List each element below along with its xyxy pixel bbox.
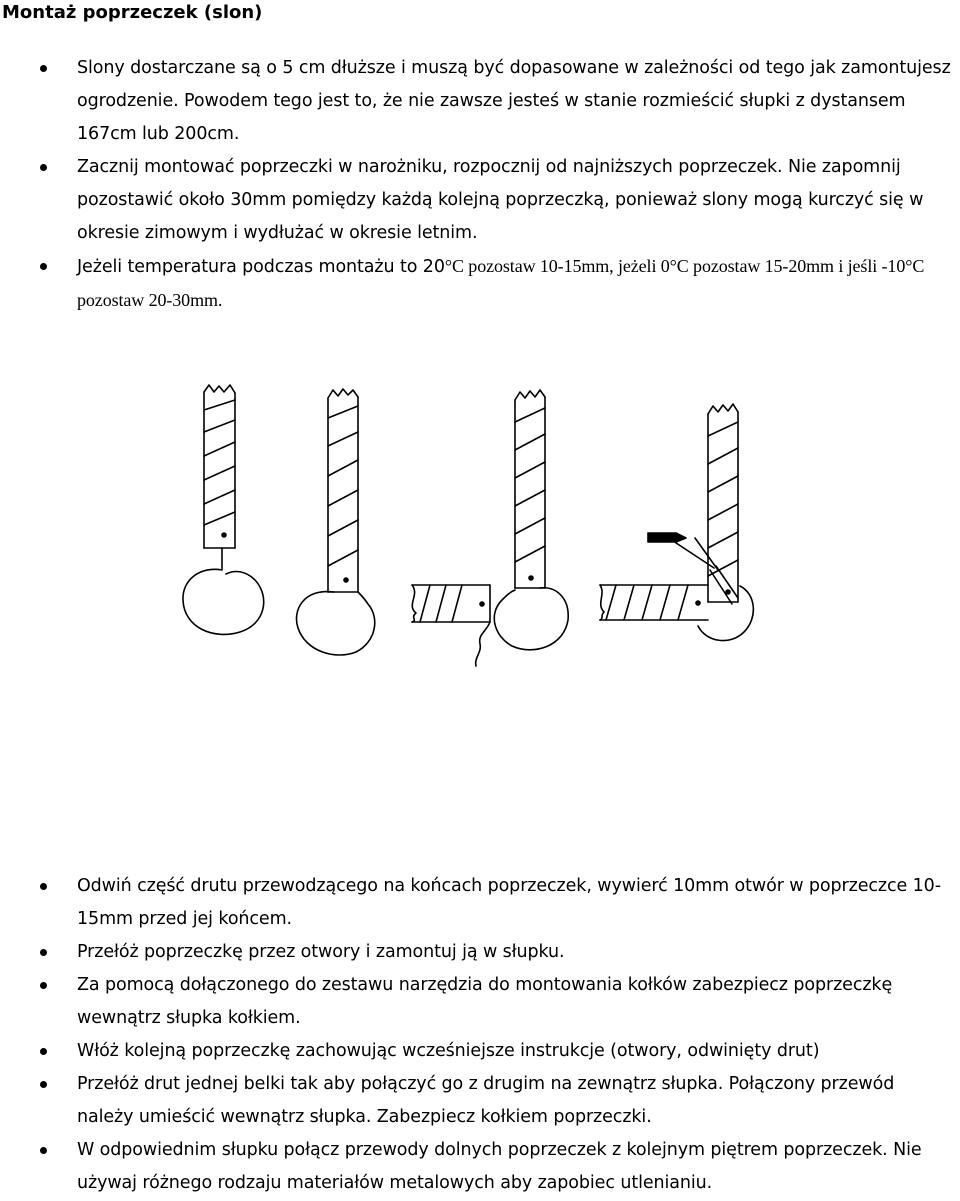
- list-item: [0, 870, 960, 936]
- list-item-text: Włóż kolejną poprzeczkę zachowując wcześniejsze instrukcje (otwory, odwinięty drut): [77, 1041, 820, 1061]
- bullet-icon: [40, 1147, 47, 1154]
- list-item-text: Przełóż poprzeczkę przez otwory i zamontuj ją w słupku.: [77, 942, 565, 962]
- bullet-icon: [40, 883, 47, 890]
- list-item-text: Slony dostarczane są o 5 cm dłuższe i muszą być dopasowane w zależności od tego jak zamontujesz ogrodzenie. Powodem tego jest to, że nie zawsze jesteś w stanie rozmieścić słupki z dystansem 167cm lub 200cm.: [77, 58, 951, 144]
- post-illustration: [183, 385, 264, 634]
- bullet-icon: [40, 164, 47, 171]
- post-illustration: [600, 404, 753, 641]
- bullet-icon: [40, 982, 47, 989]
- instruction-list-bottom: [0, 870, 960, 1200]
- list-item: [0, 1134, 960, 1200]
- list-item-text: Za pomocą dołączonego do zestawu narzędzia do montowania kołków zabezpiecz poprzeczkę wewnątrz słupka kołkiem.: [77, 975, 893, 1028]
- bullet-icon: [40, 65, 47, 72]
- post-illustration: [297, 389, 375, 655]
- rail-illustration: [412, 585, 490, 666]
- post-illustration: [494, 390, 568, 650]
- bullet-icon: [40, 263, 47, 270]
- page-title: Montaż poprzeczek (slon): [2, 2, 263, 23]
- bullet-icon: [40, 1048, 47, 1055]
- bullet-icon: [40, 949, 47, 956]
- list-item: [0, 52, 960, 151]
- list-item-text: W odpowiednim słupku połącz przewody dolnych poprzeczek z kolejnym piętrem poprzeczek. Nie używaj różnego rodzaju materiałów metalowych aby zapobiec utlenianiu.: [77, 1140, 922, 1193]
- instruction-list-top: [0, 52, 960, 318]
- list-item: [0, 1068, 960, 1134]
- list-item: [0, 1035, 960, 1068]
- rail-assembly-diagram: [0, 370, 960, 710]
- list-item: [0, 936, 960, 969]
- bullet-icon: [40, 1081, 47, 1088]
- list-item: [0, 969, 960, 1035]
- list-item-text: Odwiń część drutu przewodzącego na końcach poprzeczek, wywierć 10mm otwór w poprzeczce 10-15mm przed jej końcem.: [77, 876, 941, 929]
- list-item-text: Jeżeli temperatura podczas montażu to 20: [77, 257, 445, 277]
- list-item-text: Przełóż drut jednej belki tak aby połączyć go z drugim na zewnątrz słupka. Połączony przewód należy umieścić wewnątrz słupka. Zabezpiecz kołkiem poprzeczki.: [77, 1074, 895, 1127]
- list-item: [0, 250, 960, 318]
- list-item-text-serif: °C pozostaw 10-15mm, jeżeli 0°C pozostaw 15-20mm i jeśli -10°C pozostaw 20-30mm.: [77, 256, 925, 310]
- list-item-text: Zacznij montować poprzeczki w narożniku, rozpocznij od najniższych poprzeczek. Nie zapomnij pozostawić około 30mm pomiędzy każdą kolejną poprzeczką, ponieważ slony mogą kurczyć się w okresie zimowym i wydłużać w okresie letnim.: [77, 157, 924, 243]
- list-item: [0, 151, 960, 250]
